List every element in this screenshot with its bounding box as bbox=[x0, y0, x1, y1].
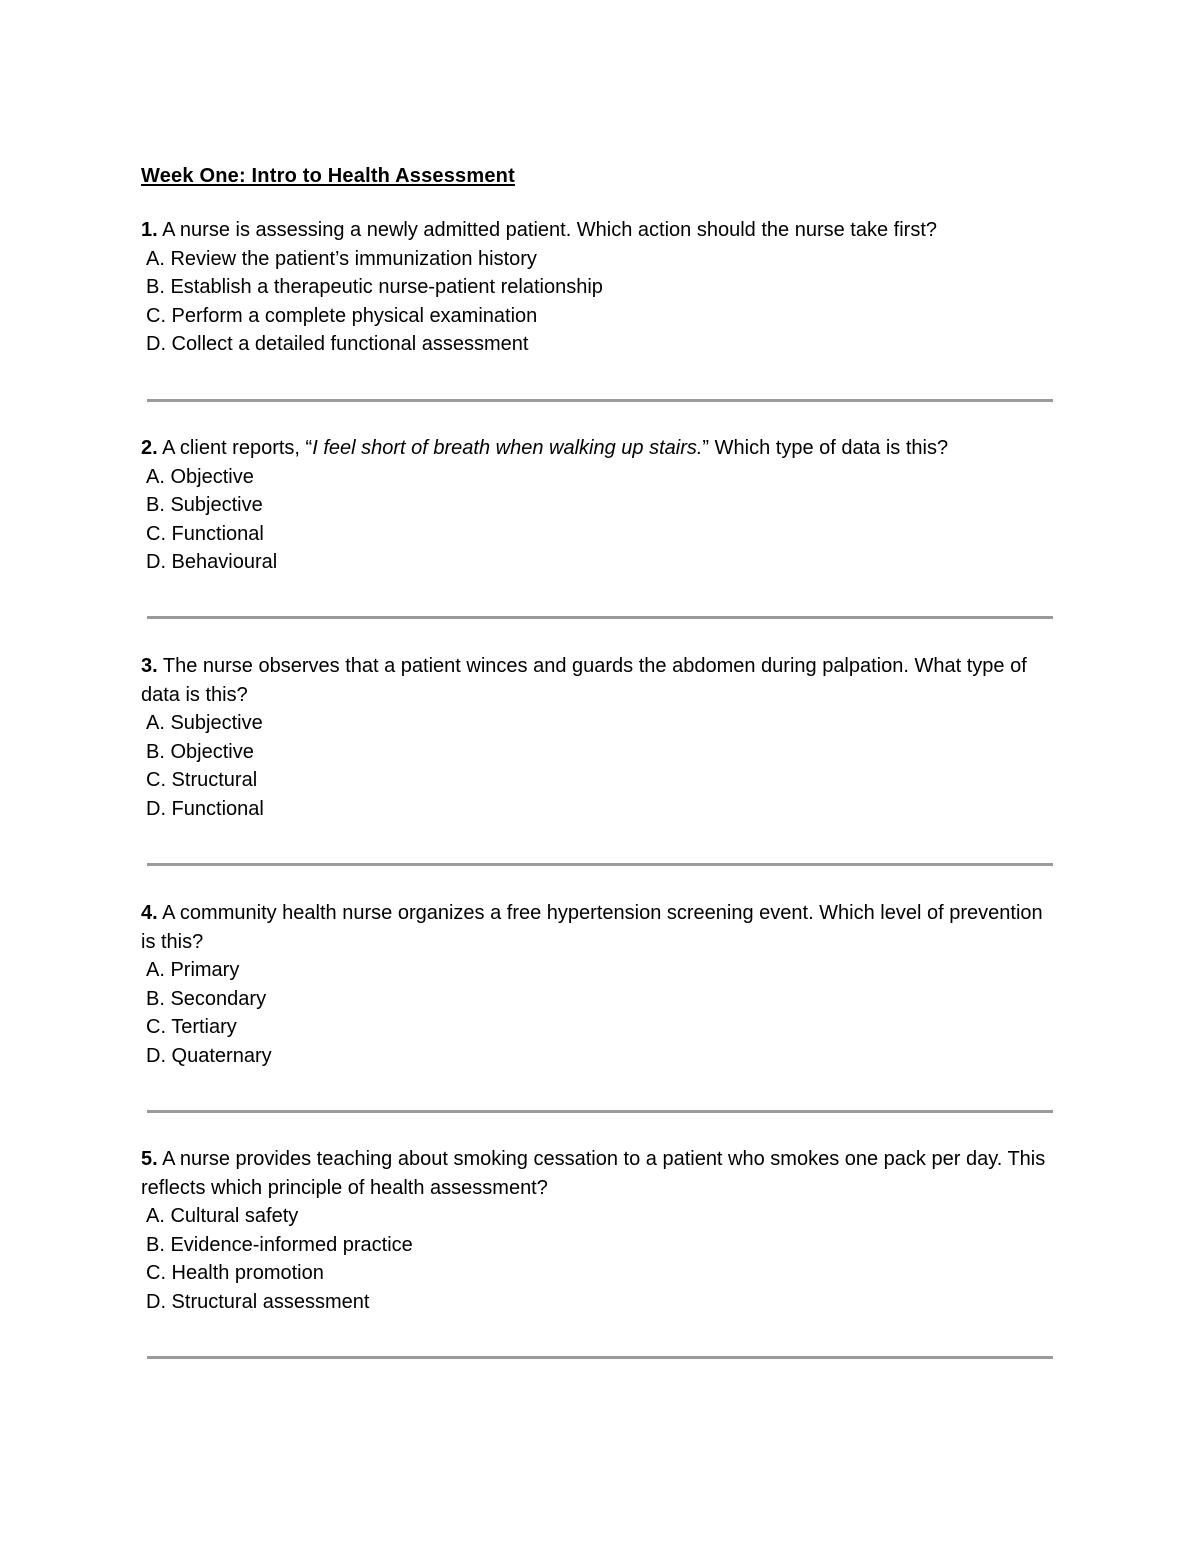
separator-line bbox=[147, 1110, 1053, 1113]
option-a: A. Primary bbox=[146, 959, 240, 981]
question-4 bbox=[141, 899, 1051, 1070]
answer-options bbox=[141, 956, 1051, 1070]
option-b: B. Subjective bbox=[146, 494, 263, 516]
option-c: C. Structural bbox=[146, 769, 258, 791]
question-number: 2. bbox=[141, 437, 158, 459]
quoted-statement: I feel short of breath when walking up stairs. bbox=[312, 437, 703, 459]
option-c: C. Perform a complete physical examination bbox=[146, 304, 538, 327]
question-stem bbox=[141, 216, 1051, 245]
question-number: 5. bbox=[141, 1148, 158, 1170]
option-b: B. Objective bbox=[146, 740, 254, 763]
answer-options bbox=[141, 463, 1051, 577]
answer-options bbox=[141, 1202, 1051, 1316]
option-d: D. Structural assessment bbox=[146, 1290, 370, 1313]
question-1 bbox=[141, 216, 1051, 359]
option-c: C. Health promotion bbox=[146, 1262, 324, 1284]
question-2 bbox=[141, 434, 1051, 577]
separator-line bbox=[147, 1356, 1053, 1359]
question-number: 1. bbox=[141, 219, 158, 241]
option-a: A. Review the patient’s immunization history bbox=[146, 247, 537, 270]
option-a: A. Cultural safety bbox=[146, 1205, 299, 1227]
answer-options bbox=[141, 709, 1051, 823]
question-5 bbox=[141, 1145, 1051, 1316]
question-text-end: ” Which type of data is this? bbox=[702, 437, 949, 459]
question-text: The nurse observes that a patient winces and guards the abdomen during palpation. What type of data is this? bbox=[141, 655, 1027, 706]
option-a: A. Subjective bbox=[146, 712, 263, 734]
question-number: 4. bbox=[141, 902, 158, 924]
option-b: B. Evidence-informed practice bbox=[146, 1233, 413, 1256]
option-d: D. Functional bbox=[146, 797, 264, 820]
option-d: D. Quaternary bbox=[146, 1044, 272, 1067]
option-c: C. Tertiary bbox=[146, 1016, 237, 1038]
question-3 bbox=[141, 652, 1051, 823]
question-stem bbox=[141, 652, 1051, 709]
option-d: D. Collect a detailed functional assessment bbox=[146, 333, 529, 355]
question-stem bbox=[141, 1145, 1051, 1202]
question-text: A nurse is assessing a newly admitted patient. Which action should the nurse take first? bbox=[157, 219, 937, 241]
option-b: B. Establish a therapeutic nurse-patient relationship bbox=[146, 276, 603, 298]
question-text: A community health nurse organizes a free hypertension screening event. Which level of prevention is this? bbox=[141, 902, 1043, 953]
question-number: 3. bbox=[141, 655, 158, 677]
separator-line bbox=[147, 399, 1053, 402]
separator-line bbox=[147, 863, 1053, 866]
document-title: Week One: Intro to Health Assessment bbox=[141, 165, 515, 187]
question-text: A nurse provides teaching about smoking cessation to a patient who smokes one pack per day. This reflects which principle of health assessment? bbox=[141, 1148, 1046, 1199]
separator-line bbox=[147, 616, 1053, 619]
question-stem bbox=[141, 899, 1051, 956]
option-d: D. Behavioural bbox=[146, 551, 278, 573]
option-a: A. Objective bbox=[146, 465, 254, 488]
question-stem bbox=[141, 434, 1051, 463]
option-b: B. Secondary bbox=[146, 987, 267, 1010]
answer-options bbox=[141, 245, 1051, 359]
question-text: A client reports, “ bbox=[157, 437, 313, 459]
option-c: C. Functional bbox=[146, 522, 264, 545]
